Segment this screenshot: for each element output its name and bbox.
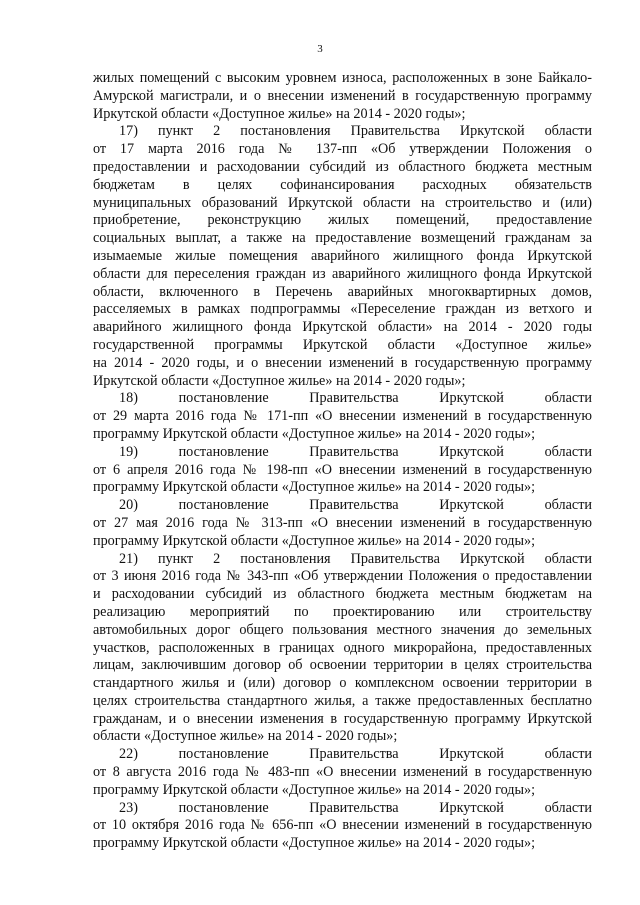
text-line: от 6 апреля 2016 года № 198-пп «О внесении изменений в государственную (93, 461, 592, 478)
page-number: 3 (317, 43, 323, 55)
text-line: стандартного жилья и (или) договор о комплексном освоении территории в (93, 675, 592, 692)
paragraph (93, 497, 592, 550)
text-line: изымаемые жилые помещения аварийного жилищного фонда Иркутской (93, 247, 592, 264)
text-line: 20) постановление Правительства Иркутской области (119, 497, 592, 514)
text-line: муниципальных образований Иркутской области на строительство и (или) (93, 194, 592, 211)
text-line: лицам, заключившим договор об освоении территории в целях строительства (93, 657, 592, 674)
text-line: от 3 июня 2016 года № 343-пп «Об утверждении Положения о предоставлении (93, 568, 592, 585)
text-line: 17) пункт 2 постановления Правительства Иркутской области (119, 123, 592, 140)
text-line: программу Иркутской области «Доступное жилье» на 2014 - 2020 годы»; (93, 425, 536, 442)
text-line: аварийного жилищного фонда Иркутской области» на 2014 - 2020 годы (93, 319, 592, 336)
text-line: Иркутской области «Доступное жилье» на 2014 - 2020 годы»; (93, 105, 466, 122)
text-line: социальных выплат, а также на предоставление возмещений гражданам за (93, 230, 592, 247)
text-line: 22) постановление Правительства Иркутской области (119, 746, 592, 763)
text-line: реализацию мероприятий по проектированию или строительству (93, 603, 592, 620)
text-line: автомобильных дорог общего пользования местного значения до земельных (93, 621, 592, 638)
text-line: области, включенного в Перечень аварийных многоквартирных домов, (93, 283, 592, 300)
text-line: от 27 мая 2016 года № 313-пп «О внесении изменений в государственную (93, 514, 592, 531)
text-line: на 2014 - 2020 годы, и о внесении изменений в государственную программу (93, 354, 592, 371)
text-line: области для переселения граждан из аварийного жилищного фонда Иркутской (93, 265, 592, 282)
text-line: Амурской магистрали, и о внесении изменений в государственную программу (93, 87, 592, 104)
text-line: 18) постановление Правительства Иркутской области (119, 390, 592, 407)
text-line: предоставлении и расходовании субсидий из областного бюджета местным (93, 158, 592, 175)
text-line: государственной программы Иркутской области «Доступное жилье» (93, 336, 592, 353)
text-line: жилых помещений с высоким уровнем износа, расположенных в зоне Байкало- (93, 70, 592, 86)
text-line: программу Иркутской области «Доступное жилье» на 2014 - 2020 годы»; (93, 532, 536, 549)
text-line: от 10 октября 2016 года № 656-пп «О внесении изменений в государственную (93, 817, 592, 834)
paragraph (93, 390, 592, 443)
text-line: приобретение, реконструкцию жилых помещений, предоставление (93, 212, 592, 229)
text-line: Иркутской области «Доступное жилье» на 2014 - 2020 годы»; (93, 372, 466, 389)
paragraph (93, 551, 592, 747)
paragraph (93, 746, 592, 799)
text-line: 21) пункт 2 постановления Правительства Иркутской области (119, 550, 592, 567)
text-line: области «Доступное жилье» на 2014 - 2020 годы»; (93, 728, 398, 745)
paragraph (93, 123, 592, 390)
text-line: программу Иркутской области «Доступное жилье» на 2014 - 2020 годы»; (93, 781, 536, 798)
paragraph (93, 800, 592, 853)
text-line: целях строительства стандартного жилья, а также предоставленных бесплатно (93, 692, 592, 709)
text-line: от 29 марта 2016 года № 171-пп «О внесении изменений в государственную (93, 408, 592, 425)
text-line: от 8 августа 2016 года № 483-пп «О внесении изменений в государственную (93, 764, 592, 781)
text-line: от 17 марта 2016 года № 137-пп «Об утверждении Положения о (93, 141, 592, 158)
document-body (93, 70, 592, 853)
text-line: программу Иркутской области «Доступное жилье» на 2014 - 2020 годы»; (93, 479, 536, 496)
text-line: 19) постановление Правительства Иркутской области (119, 443, 592, 460)
text-line: гражданам, и о внесении изменения в государственную программу Иркутской (93, 710, 592, 727)
text-line: расселяемых в рамках подпрограммы «Переселение граждан из ветхого и (93, 301, 592, 318)
paragraph (93, 444, 592, 497)
text-line: и расходовании субсидий из областного бюджета местным бюджетам на (93, 586, 592, 603)
text-line: 23) постановление Правительства Иркутской области (119, 799, 592, 816)
text-line: программу Иркутской области «Доступное жилье» на 2014 - 2020 годы»; (93, 835, 536, 852)
paragraph (93, 70, 592, 123)
text-line: участков, расположенных в границах одного микрорайона, предоставленных (93, 639, 592, 656)
text-line: бюджетам в целях софинансирования расходных обязательств (93, 176, 592, 193)
